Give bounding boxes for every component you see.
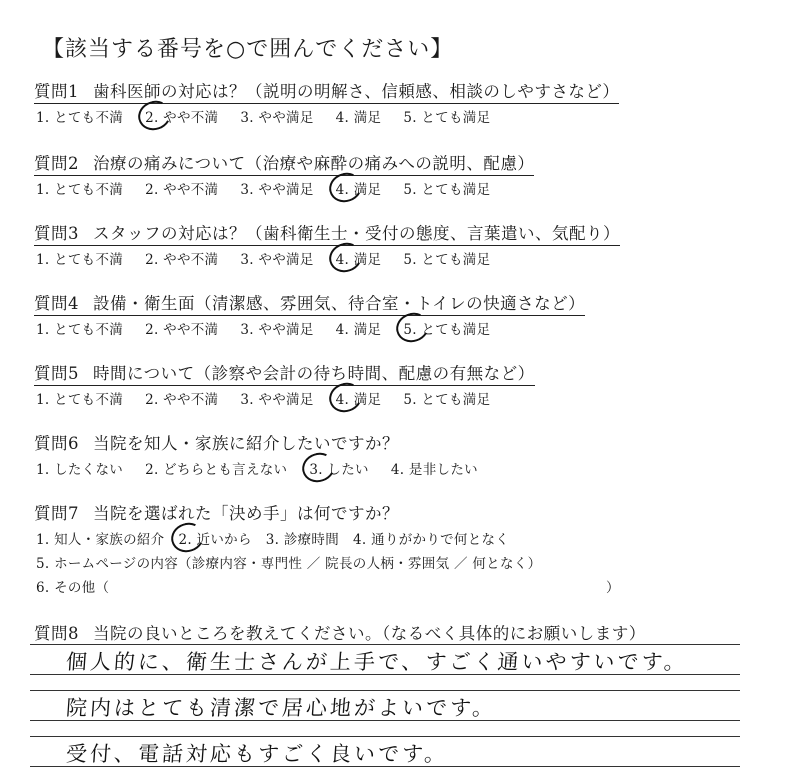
q4-option-2[interactable]: 2. やや不満 <box>145 322 219 338</box>
q4-option-3[interactable]: 3. やや満足 <box>240 322 314 338</box>
question-5-text: 時間について（診察や会計の待ち時間、配慮の有無など） <box>93 364 535 383</box>
question-2-text: 治療の痛みについて（治療や麻酔の痛みへの説明、配慮） <box>93 154 535 173</box>
q3-option-1[interactable]: 1. とても不満 <box>36 252 124 268</box>
question-7-text: 当院を選ばれた「決め手」は何ですか？ <box>93 504 399 523</box>
question-4-options <box>36 318 512 338</box>
answer-line <box>30 736 740 737</box>
q1-option-5[interactable]: 5. とても満足 <box>403 110 491 126</box>
question-7-options-line1 <box>36 528 531 548</box>
handwritten-answer-line-2: 院内はとても清潔で居心地がよいです。 <box>65 696 498 720</box>
question-4 <box>34 290 585 316</box>
handwritten-answer-line-1: 個人的に、衛生士さんが上手で、すごく通いやすいです。 <box>65 650 689 674</box>
q3-option-5[interactable]: 5. とても満足 <box>403 252 491 268</box>
q5-option-2[interactable]: 2. やや不満 <box>145 392 219 408</box>
q2-option-1[interactable]: 1. とても不満 <box>36 182 124 198</box>
q1-option-1[interactable]: 1. とても不満 <box>36 110 124 126</box>
question-2-options <box>36 178 512 198</box>
question-3-options <box>36 248 512 268</box>
q6-option-1[interactable]: 1. したくない <box>36 462 124 478</box>
q3-option-3[interactable]: 3. やや満足 <box>240 252 314 268</box>
q6-option-2[interactable]: 2. どちらとも言えない <box>145 462 288 478</box>
q4-option-1[interactable]: 1. とても不満 <box>36 322 124 338</box>
q7-option-4[interactable]: 4. 通りがかりで何となく <box>353 532 510 548</box>
q3-option-2[interactable]: 2. やや不満 <box>145 252 219 268</box>
question-1-options <box>36 106 512 126</box>
q5-option-5[interactable]: 5. とても満足 <box>403 392 491 408</box>
question-7-number: 質問7 <box>34 504 79 523</box>
question-1-text: 歯科医師の対応は？（説明の明解さ、信頼感、相談のしやすさなど） <box>93 82 620 101</box>
question-4-number: 質問4 <box>34 294 79 313</box>
question-8-text: 当院の良いところを教えてください。（なるべく具体的にお願いします） <box>93 624 646 643</box>
question-3-number: 質問3 <box>34 224 79 243</box>
question-6 <box>34 430 399 455</box>
question-6-options <box>36 458 500 478</box>
question-6-number: 質問6 <box>34 434 79 453</box>
question-7 <box>34 500 399 525</box>
page-title: 【該当する番号を○で囲んでください】 <box>42 37 454 62</box>
question-2 <box>34 150 534 176</box>
q2-option-4-selected[interactable]: 4. 満足 <box>336 178 382 198</box>
q1-option-2-selected[interactable]: 2. やや不満 <box>145 106 218 126</box>
q3-option-4-selected[interactable]: 4. 満足 <box>336 248 382 268</box>
question-1 <box>34 78 619 104</box>
question-5-options <box>36 388 512 408</box>
question-5 <box>34 360 535 386</box>
q1-option-4[interactable]: 4. 満足 <box>335 110 382 126</box>
question-4-text: 設備・衛生面（清潔感、雰囲気、待合室・トイレの快適さなど） <box>93 294 586 313</box>
q6-option-4[interactable]: 4. 是非したい <box>390 462 478 478</box>
handwritten-answer-line-3: 受付、電話対応もすごく良いです。 <box>65 742 450 766</box>
answer-line <box>30 690 740 691</box>
question-6-text: 当院を知人・家族に紹介したいですか？ <box>93 434 399 453</box>
q2-option-3[interactable]: 3. やや満足 <box>240 182 314 198</box>
q5-option-1[interactable]: 1. とても不満 <box>36 392 124 408</box>
q7-option-3[interactable]: 3. 診療時間 <box>265 532 340 548</box>
question-3-text: スタッフの対応は？（歯科衛生士・受付の態度、言葉遣い、気配り） <box>93 224 620 243</box>
answer-line <box>30 644 740 645</box>
q4-option-4[interactable]: 4. 満足 <box>335 322 382 338</box>
question-7-option-other-close: ） <box>606 580 620 596</box>
q2-option-2[interactable]: 2. やや不満 <box>145 182 219 198</box>
question-7-option-other[interactable]: 6. その他（ <box>36 580 110 596</box>
question-3 <box>34 220 620 246</box>
question-1-number: 質問1 <box>34 82 79 101</box>
question-7-options-line2[interactable]: 5. ホームページの内容（診療内容・専門性 ／ 院長の人柄・雰囲気 ／ 何となく） <box>36 556 542 572</box>
question-8-number: 質問8 <box>34 624 79 643</box>
q4-option-5-selected[interactable]: 5. とても満足 <box>403 318 490 338</box>
q1-option-3[interactable]: 3. やや満足 <box>240 110 314 126</box>
q7-option-1[interactable]: 1. 知人・家族の紹介 <box>36 532 165 548</box>
question-2-number: 質問2 <box>34 154 79 173</box>
q5-option-3[interactable]: 3. やや満足 <box>240 392 314 408</box>
q5-option-4-selected[interactable]: 4. 満足 <box>336 388 382 408</box>
q7-option-2-selected[interactable]: 2. 近いから <box>178 528 251 548</box>
q2-option-5[interactable]: 5. とても満足 <box>403 182 491 198</box>
q6-option-3-selected[interactable]: 3. したい <box>309 458 368 478</box>
question-8 <box>34 620 646 645</box>
question-5-number: 質問5 <box>34 364 79 383</box>
